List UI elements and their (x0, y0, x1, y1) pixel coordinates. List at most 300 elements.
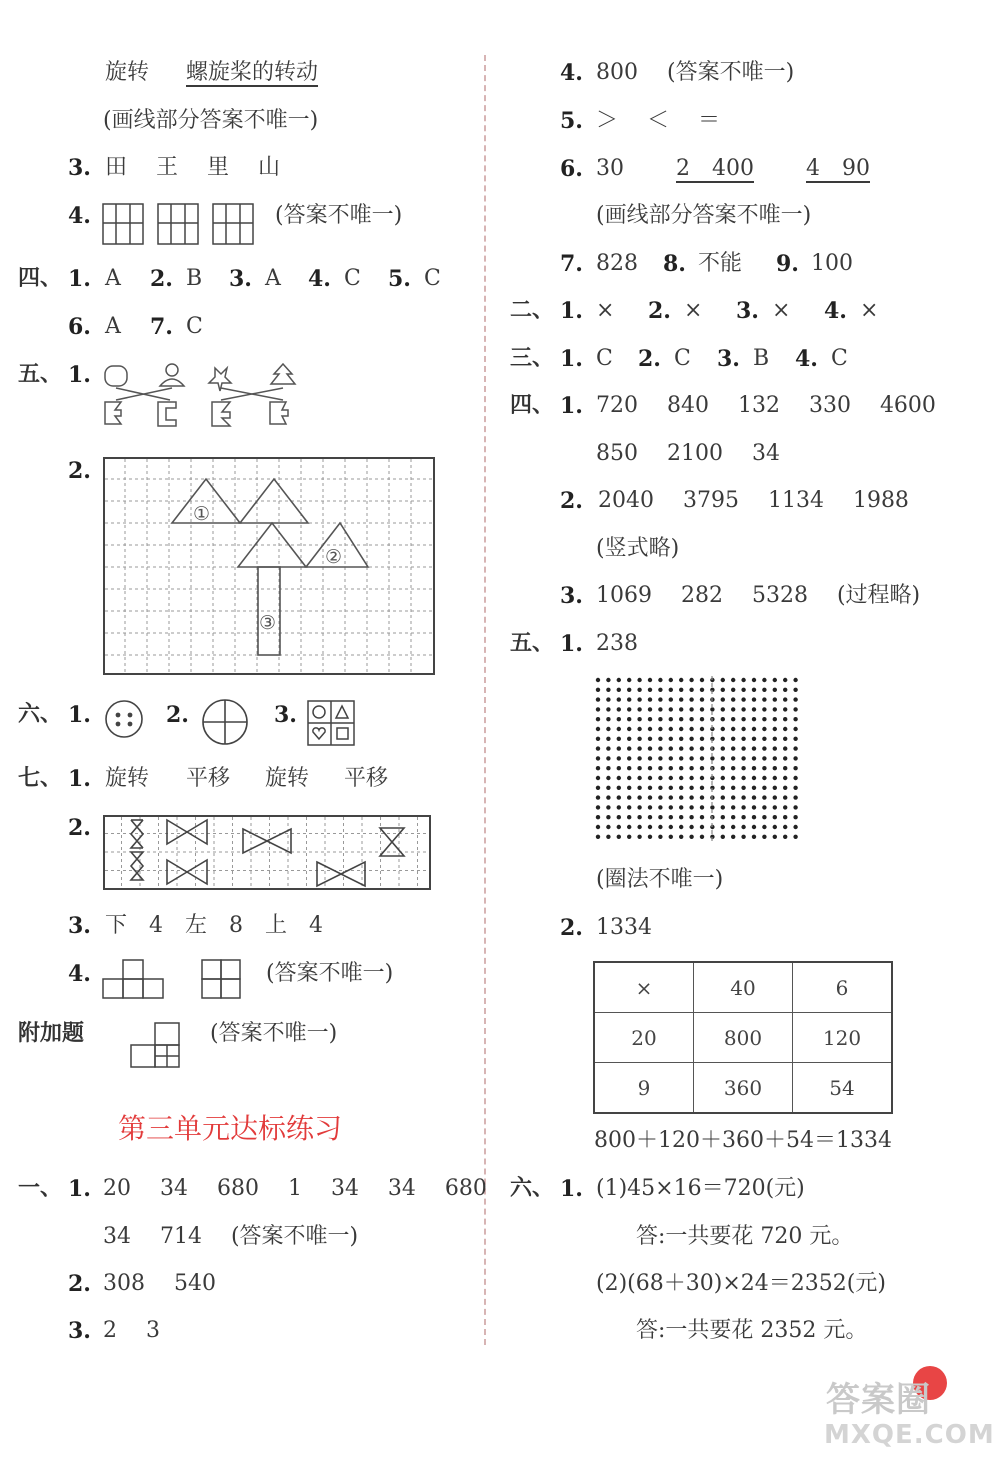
dot (700, 805, 704, 809)
dot (752, 786, 756, 790)
dot (596, 717, 600, 721)
triangle-middle (238, 523, 306, 567)
dot (627, 678, 631, 682)
dot (762, 815, 766, 819)
dot (596, 756, 600, 760)
dot (627, 835, 631, 839)
dot (793, 697, 797, 701)
dot (617, 786, 621, 790)
dot (669, 717, 673, 721)
dot (689, 746, 693, 750)
section-number: 二、 (510, 298, 555, 323)
dot (689, 825, 693, 829)
dot (773, 678, 777, 682)
dot (793, 815, 797, 819)
dot (783, 795, 787, 799)
dot (669, 815, 673, 819)
dot (658, 727, 662, 731)
dot (741, 717, 745, 721)
section-number: 四、 (510, 393, 555, 418)
dot (762, 746, 766, 750)
dot (637, 805, 641, 809)
answer-sentence: 答:一共要花 2352 元。 (636, 1318, 868, 1343)
dot (762, 678, 766, 682)
dot (669, 776, 673, 780)
dot (658, 835, 662, 839)
dot (648, 776, 652, 780)
dot (637, 737, 641, 741)
answer-text: 2 3 (103, 1318, 160, 1343)
dot (700, 707, 704, 711)
dot (596, 825, 600, 829)
table-row (594, 1013, 892, 1063)
dot (648, 697, 652, 701)
dot (669, 786, 673, 790)
dot (793, 746, 797, 750)
answer-word: 平移 (344, 766, 389, 791)
dot (721, 835, 725, 839)
dot (741, 707, 745, 711)
dot (648, 678, 652, 682)
question-number: 4. (560, 60, 583, 86)
dot (700, 835, 704, 839)
dot (606, 697, 610, 701)
dot (700, 776, 704, 780)
dot (762, 717, 766, 721)
dot (731, 795, 735, 799)
answer-note: (画线部分答案不唯一) (103, 108, 319, 133)
answer-note: (答案不唯一) (275, 203, 403, 228)
dot (793, 707, 797, 711)
dot (741, 737, 745, 741)
question-number: 7. (150, 314, 173, 340)
dot (627, 786, 631, 790)
answer-choice: B (753, 346, 770, 371)
answer-note: (答案不唯一) (266, 961, 394, 986)
dot (606, 786, 610, 790)
dot (617, 678, 621, 682)
answer-text: 34 714 (答案不唯一) (103, 1224, 359, 1249)
dot (648, 727, 652, 731)
dot (606, 835, 610, 839)
answer-text: 不能 (698, 251, 743, 276)
question-number: 2. (150, 266, 173, 292)
dot (606, 825, 610, 829)
dot (658, 697, 662, 701)
question-number: 1. (560, 631, 583, 657)
dot (773, 707, 777, 711)
dot (596, 746, 600, 750)
dot (721, 795, 725, 799)
answer-choice: C (831, 346, 848, 371)
answer-word: 平移 (186, 766, 231, 791)
dot (783, 707, 787, 711)
dot (679, 717, 683, 721)
table-cell: 54 (793, 1063, 893, 1114)
dot (596, 786, 600, 790)
dot (731, 776, 735, 780)
answer-word: 旋转 (105, 766, 150, 791)
dot (689, 697, 693, 701)
dot (752, 815, 756, 819)
dot (689, 727, 693, 731)
dot (741, 746, 745, 750)
dot (627, 727, 631, 731)
dot (741, 766, 745, 770)
dot (731, 805, 735, 809)
dot (679, 737, 683, 741)
dot (773, 815, 777, 819)
shape-label: ② (325, 546, 343, 568)
dot (596, 697, 600, 701)
dot (783, 766, 787, 770)
answer-choice: A (105, 266, 121, 291)
dot (627, 805, 631, 809)
question-number: 4. (824, 298, 847, 324)
dot (752, 835, 756, 839)
dot (627, 746, 631, 750)
dot (669, 835, 673, 839)
dot (783, 678, 787, 682)
dot (783, 746, 787, 750)
section-number: 七、 (18, 766, 63, 791)
answer-note: (答案不唯一) (210, 1021, 338, 1046)
dot (606, 815, 610, 819)
dot (721, 786, 725, 790)
unit-title: 第三单元达标练习 (118, 1112, 343, 1145)
answer-text: 下 4 左 8 上 4 (105, 913, 323, 938)
dot (721, 815, 725, 819)
dot (606, 766, 610, 770)
dot (773, 795, 777, 799)
question-number: 1. (560, 298, 583, 324)
dot (752, 825, 756, 829)
dot (617, 746, 621, 750)
question-number: 2. (648, 298, 671, 324)
answer-choice: C (344, 266, 361, 291)
answer-text: 旋转 (105, 60, 150, 85)
question-number: 4. (308, 266, 331, 292)
dot (793, 786, 797, 790)
dot (596, 707, 600, 711)
dot (648, 766, 652, 770)
section-number: 六、 (510, 1176, 555, 1201)
dot (648, 707, 652, 711)
section-number: 一、 (18, 1176, 63, 1201)
dot (731, 825, 735, 829)
equation: 800＋120＋360＋54＝1334 (594, 1128, 892, 1153)
dot (741, 776, 745, 780)
dot (721, 746, 725, 750)
watermark-logo: 答案圈 (826, 1380, 931, 1420)
quartered-circle (201, 698, 249, 746)
shape-label: ① (193, 503, 211, 525)
dot (700, 815, 704, 819)
question-number: 1. (560, 346, 583, 372)
answer-sentence: 答:一共要花 720 元。 (636, 1224, 854, 1249)
dot (606, 805, 610, 809)
dot (762, 697, 766, 701)
smiley-circle (104, 699, 144, 739)
dot (700, 697, 704, 701)
dot (731, 835, 735, 839)
dot (689, 815, 693, 819)
question-number: 2. (638, 346, 661, 372)
dot (731, 697, 735, 701)
dot (793, 727, 797, 731)
dot (648, 746, 652, 750)
dot (606, 795, 610, 799)
dot (783, 825, 787, 829)
dot (648, 688, 652, 692)
dot (617, 727, 621, 731)
dot (741, 825, 745, 829)
question-number: 4. (795, 346, 818, 372)
answer-mark: × (596, 298, 615, 323)
dot (648, 756, 652, 760)
dot (596, 737, 600, 741)
dot (637, 766, 641, 770)
answer-text: 720 840 132 330 4600 (596, 393, 936, 418)
question-number: 2. (560, 915, 583, 941)
answer-text: 800 (答案不唯一) (596, 60, 795, 85)
dot (617, 717, 621, 721)
dot (762, 737, 766, 741)
dot (700, 795, 704, 799)
dot (689, 678, 693, 682)
dot (637, 795, 641, 799)
dot (617, 795, 621, 799)
dot (700, 717, 704, 721)
dot (773, 805, 777, 809)
question-number: 3. (274, 702, 297, 728)
dot (762, 727, 766, 731)
dot (741, 756, 745, 760)
answer-text: 2040 3795 1134 1988 (598, 488, 909, 513)
dot (773, 825, 777, 829)
dot (721, 707, 725, 711)
dot (637, 776, 641, 780)
dot (617, 756, 621, 760)
dot (700, 756, 704, 760)
dot (637, 688, 641, 692)
dot (783, 815, 787, 819)
question-number: 3. (717, 346, 740, 372)
dot (658, 795, 662, 799)
dot (637, 825, 641, 829)
dot (793, 795, 797, 799)
dot (658, 786, 662, 790)
answer-mark: × (772, 298, 791, 323)
dot (731, 688, 735, 692)
dot (773, 766, 777, 770)
dot (596, 805, 600, 809)
answer-word: 旋转 (265, 766, 310, 791)
dot (721, 727, 725, 731)
dot (669, 688, 673, 692)
question-number: 3. (68, 1318, 91, 1344)
answer-choice: C (186, 314, 203, 339)
answer-mark: × (684, 298, 703, 323)
dot (637, 835, 641, 839)
dot (679, 786, 683, 790)
dot (783, 835, 787, 839)
dot (773, 737, 777, 741)
section-number: 六、 (18, 702, 63, 727)
dot (658, 815, 662, 819)
dot (689, 717, 693, 721)
dot (731, 678, 735, 682)
dot (658, 825, 662, 829)
question-number: 8. (663, 251, 686, 277)
question-number: 1. (68, 702, 91, 728)
dot (627, 795, 631, 799)
table-cell: 800 (694, 1013, 793, 1063)
extra-question-label: 附加题 (18, 1021, 85, 1046)
grid-border (104, 458, 434, 674)
dot (689, 688, 693, 692)
dot (606, 727, 610, 731)
dot (617, 805, 621, 809)
dot (648, 717, 652, 721)
table-cell: 9 (594, 1063, 694, 1114)
table-cell: 6 (793, 962, 893, 1013)
dot (617, 697, 621, 701)
dot (700, 688, 704, 692)
answer-text: 828 (596, 251, 638, 276)
dot (679, 766, 683, 770)
dot (637, 746, 641, 750)
dot (773, 746, 777, 750)
dot (741, 795, 745, 799)
dot (741, 815, 745, 819)
dot (669, 737, 673, 741)
dot (700, 678, 704, 682)
dot (752, 756, 756, 760)
dot (752, 697, 756, 701)
dot (762, 795, 766, 799)
dot (679, 795, 683, 799)
dot (596, 766, 600, 770)
dot (773, 727, 777, 731)
dot (627, 688, 631, 692)
dot (689, 795, 693, 799)
dot (793, 717, 797, 721)
dot (731, 707, 735, 711)
watermark-url: MXQE.COM (824, 1420, 995, 1450)
question-number: 2. (166, 702, 189, 728)
dot (606, 776, 610, 780)
table-row (594, 1063, 892, 1114)
dot (773, 688, 777, 692)
dot (741, 805, 745, 809)
block-views (102, 958, 252, 1000)
dot (752, 727, 756, 731)
dot (783, 786, 787, 790)
four-shapes-square (307, 700, 355, 746)
dot (762, 776, 766, 780)
dot (679, 688, 683, 692)
dot (752, 746, 756, 750)
question-number: 1. (68, 362, 91, 388)
dot (773, 835, 777, 839)
dot (648, 737, 652, 741)
dot (637, 697, 641, 701)
dot (721, 756, 725, 760)
dot (793, 756, 797, 760)
dot (731, 815, 735, 819)
question-number: 4. (68, 203, 91, 229)
question-number: 6. (560, 156, 583, 182)
dot (637, 717, 641, 721)
dot-array (594, 676, 802, 846)
question-number: 6. (68, 314, 91, 340)
question-number: 5. (388, 266, 411, 292)
question-number: 2. (68, 815, 91, 841)
grid-figures (103, 203, 258, 245)
dot (617, 835, 621, 839)
dot (762, 707, 766, 711)
dot (689, 766, 693, 770)
dot (658, 678, 662, 682)
answer-text: 850 2100 34 (596, 441, 780, 466)
question-number: 2. (560, 488, 583, 514)
dot (731, 746, 735, 750)
answer-choice: B (186, 266, 203, 291)
dot (731, 766, 735, 770)
dot (752, 717, 756, 721)
dot (783, 776, 787, 780)
dot (752, 805, 756, 809)
dot (679, 825, 683, 829)
answer-text: 20 34 680 1 34 34 680 (103, 1176, 487, 1201)
dot (689, 707, 693, 711)
dot (793, 688, 797, 692)
dot (606, 756, 610, 760)
dot (627, 697, 631, 701)
dot (669, 766, 673, 770)
answer-text-underlined: 螺旋桨的转动 (186, 60, 319, 85)
dot (689, 737, 693, 741)
dot (762, 766, 766, 770)
dot (637, 727, 641, 731)
dot (637, 707, 641, 711)
dot (627, 717, 631, 721)
dot (773, 786, 777, 790)
answer-choice: C (596, 346, 613, 371)
dot (606, 746, 610, 750)
question-number: 2. (68, 1271, 91, 1297)
dot (637, 756, 641, 760)
question-number: 1. (68, 1176, 91, 1202)
answer-text-underlined: 4 90 (806, 156, 870, 181)
dot (752, 678, 756, 682)
table-cell: 40 (694, 962, 793, 1013)
dot (679, 805, 683, 809)
section-number: 四、 (18, 266, 63, 291)
dot (752, 776, 756, 780)
dot (669, 805, 673, 809)
dot (793, 825, 797, 829)
dot (648, 786, 652, 790)
dot (679, 835, 683, 839)
dot (741, 786, 745, 790)
answer-text: 田 王 里 山 (105, 155, 280, 180)
dot (627, 825, 631, 829)
dot (606, 707, 610, 711)
dot (793, 678, 797, 682)
shape-grid (103, 457, 435, 675)
